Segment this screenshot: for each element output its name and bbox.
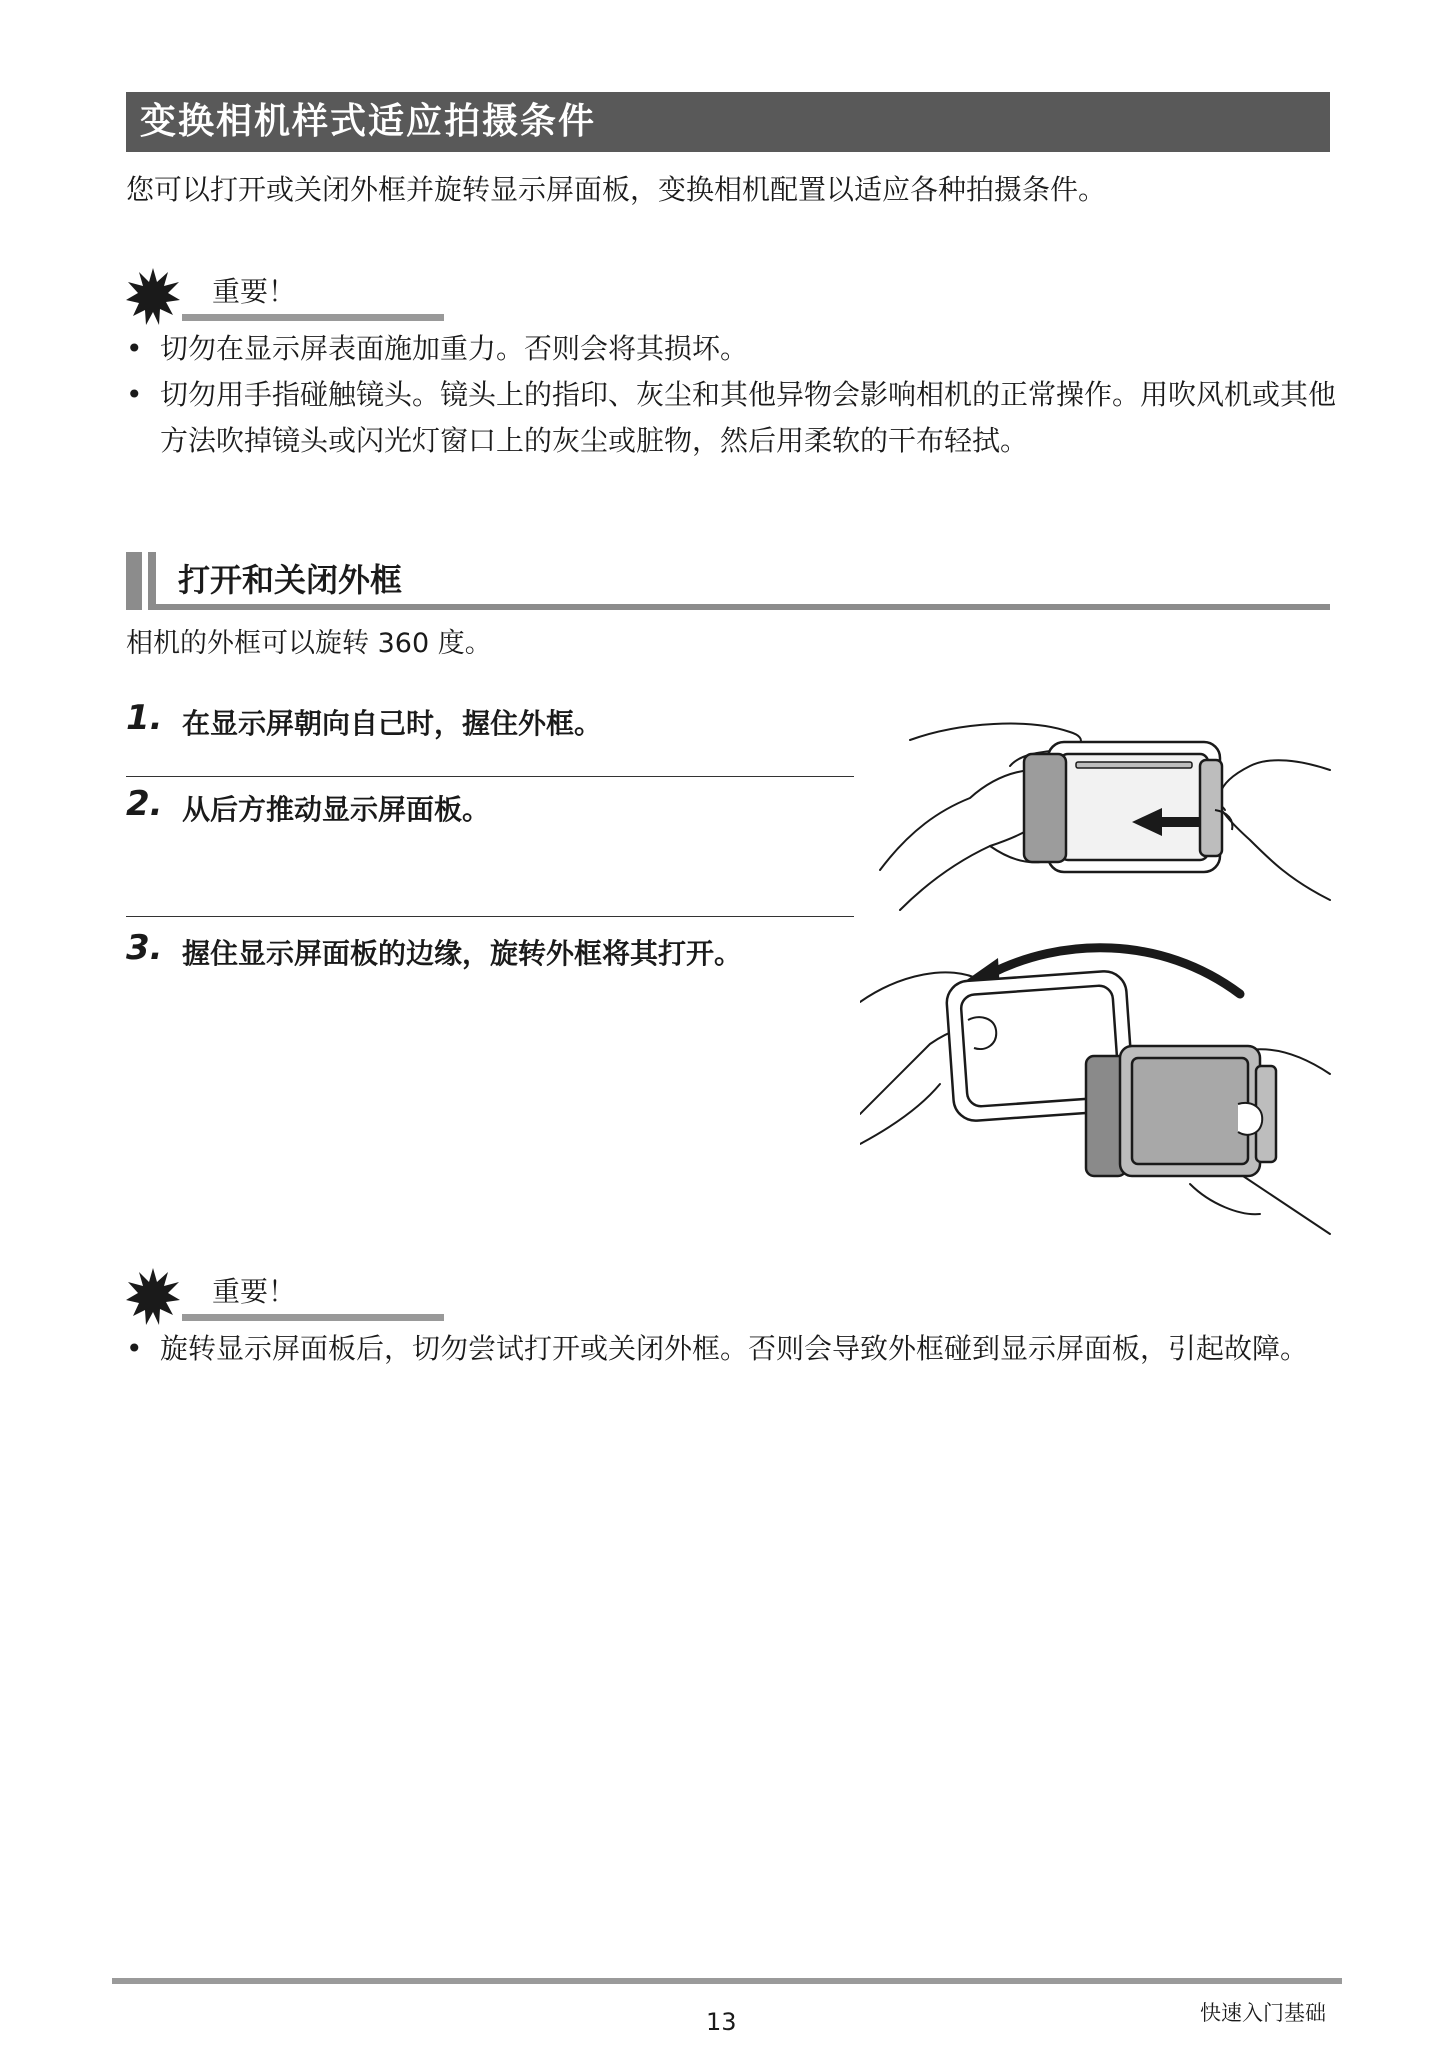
heading-rule bbox=[148, 604, 1330, 610]
important-underline bbox=[182, 314, 444, 321]
list-item bbox=[126, 326, 1336, 372]
step-divider bbox=[126, 916, 854, 917]
heading-marker bbox=[126, 552, 142, 610]
camera-rotate-frame-illustration bbox=[860, 934, 1340, 1260]
bullet-dot: • bbox=[126, 378, 143, 411]
footer-rule bbox=[112, 1978, 1342, 1984]
important-label: 重要！ bbox=[212, 1275, 297, 1308]
step-number: 1. bbox=[126, 698, 163, 738]
important-notice-2 bbox=[126, 1268, 326, 1328]
section-title: 打开和关闭外框 bbox=[178, 561, 403, 599]
camera-push-panel-illustration bbox=[870, 710, 1340, 924]
bullet-dot: • bbox=[126, 332, 143, 365]
intro-paragraph: 您可以打开或关闭外框并旋转显示屏面板，变换相机配置以适应各种拍摄条件。 bbox=[126, 173, 1107, 206]
step-text: 从后方推动显示屏面板。 bbox=[182, 793, 491, 826]
section-intro: 相机的外框可以旋转 360 度。 bbox=[126, 628, 492, 659]
important-underline bbox=[182, 1314, 444, 1321]
important-notice-1 bbox=[126, 268, 326, 328]
page-title: 变换相机样式适应拍摄条件 bbox=[126, 92, 1330, 152]
section-heading bbox=[126, 552, 1330, 610]
important-list-2 bbox=[126, 1326, 1336, 1372]
important-label: 重要！ bbox=[212, 275, 297, 308]
footer-section-label: 快速入门基础 bbox=[1200, 2001, 1326, 2025]
list-item-text: 切勿在显示屏表面施加重力。否则会将其损坏。 bbox=[160, 332, 749, 365]
heading-marker bbox=[148, 552, 156, 610]
list-item bbox=[126, 372, 1336, 464]
important-list-1 bbox=[126, 326, 1336, 464]
bullet-dot: • bbox=[126, 1332, 143, 1365]
step-text: 握住显示屏面板的边缘，旋转外框将其打开。 bbox=[182, 937, 743, 970]
list-item-text: 旋转显示屏面板后，切勿尝试打开或关闭外框。否则会导致外框碰到显示屏面板，引起故障。 bbox=[160, 1332, 1309, 1365]
starburst-icon bbox=[126, 268, 180, 326]
page-number: 13 bbox=[706, 2008, 737, 2036]
step-divider bbox=[126, 776, 854, 777]
starburst-icon bbox=[126, 1268, 180, 1326]
step-number: 3. bbox=[126, 928, 163, 968]
step-number: 2. bbox=[126, 784, 163, 824]
list-item bbox=[126, 1326, 1336, 1372]
list-item-text: 切勿用手指碰触镜头。镜头上的指印、灰尘和其他异物会影响相机的正常操作。用吹风机或其他方法吹掉镜头或闪光灯窗口上的灰尘或脏物，然后用柔软的干布轻拭。 bbox=[160, 378, 1337, 457]
step-text: 在显示屏朝向自己时，握住外框。 bbox=[182, 707, 603, 740]
